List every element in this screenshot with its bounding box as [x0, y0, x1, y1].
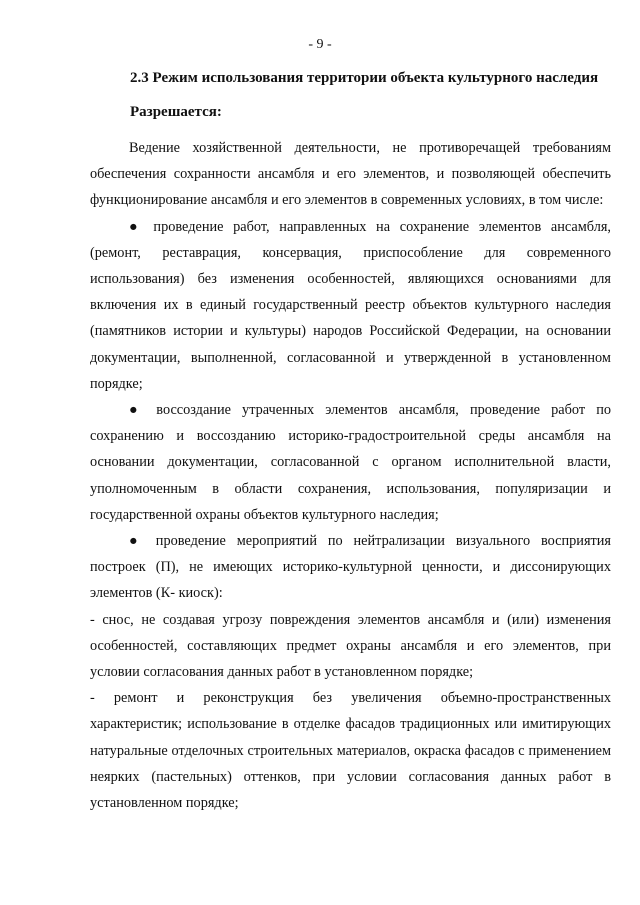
page-number: - 9 -	[308, 37, 332, 52]
paragraph-bullet-preservation: ● проведение работ, направленных на сохранение элементов ансамбля, (ремонт, реставрация, консервация, приспособление для современного использования) без изменения особенностей, являющихся основаниями для включения их в единый государственный реестр объектов культурного наследия (памятников истории и культуры) народов Российской Федерации, на основании документации, выполненной, согласованной и утвержденной в установленном порядке;	[90, 218, 611, 392]
paragraph-dash-repair: - ремонт и реконструкция без увеличения объемно-пространственных характеристик; использование в отделке фасадов традиционных или имитирующих натуральные отделочных строительных материалов, окраска фасадов с применением неярких (пастельных) оттенков, при условии согласования данных работ в установленном порядке;	[90, 690, 611, 812]
paragraph-dash-demolition: - снос, не создавая угрозу повреждения элементов ансамбля и (или) изменения особенностей, составляющих предмет охраны ансамбля и его элементов, при условии согласования данных работ в установленном порядке;	[90, 611, 611, 681]
subheading-permitted: Разрешается:	[130, 104, 222, 120]
paragraph-intro: Ведение хозяйственной деятельности, не противоречащей требованиям обеспечения сохранности ансамбля и его элементов, и позволяющей обеспечить функционирование ансамбля и его элементов в современных условиях, в том числе:	[90, 140, 611, 209]
paragraph-bullet-neutralization: ● проведение мероприятий по нейтрализации визуального восприятия построек (П), не имеющих историко-культурной ценности, и диссонирующих элементов (К- киоск):	[90, 533, 611, 602]
section-title: 2.3 Режим использования территории объекта культурного наследия	[130, 70, 599, 86]
paragraph-bullet-recreation: ● воссоздание утраченных элементов ансамбля, проведение работ по сохранению и воссозданию историко-градостроительной среды ансамбля на основании документации, согласованной с органом исполнительной власти, уполномоченным в области сохранения, использования, популяризации и государственной охраны объектов культурного наследия;	[90, 402, 611, 523]
body-text	[90, 135, 611, 816]
